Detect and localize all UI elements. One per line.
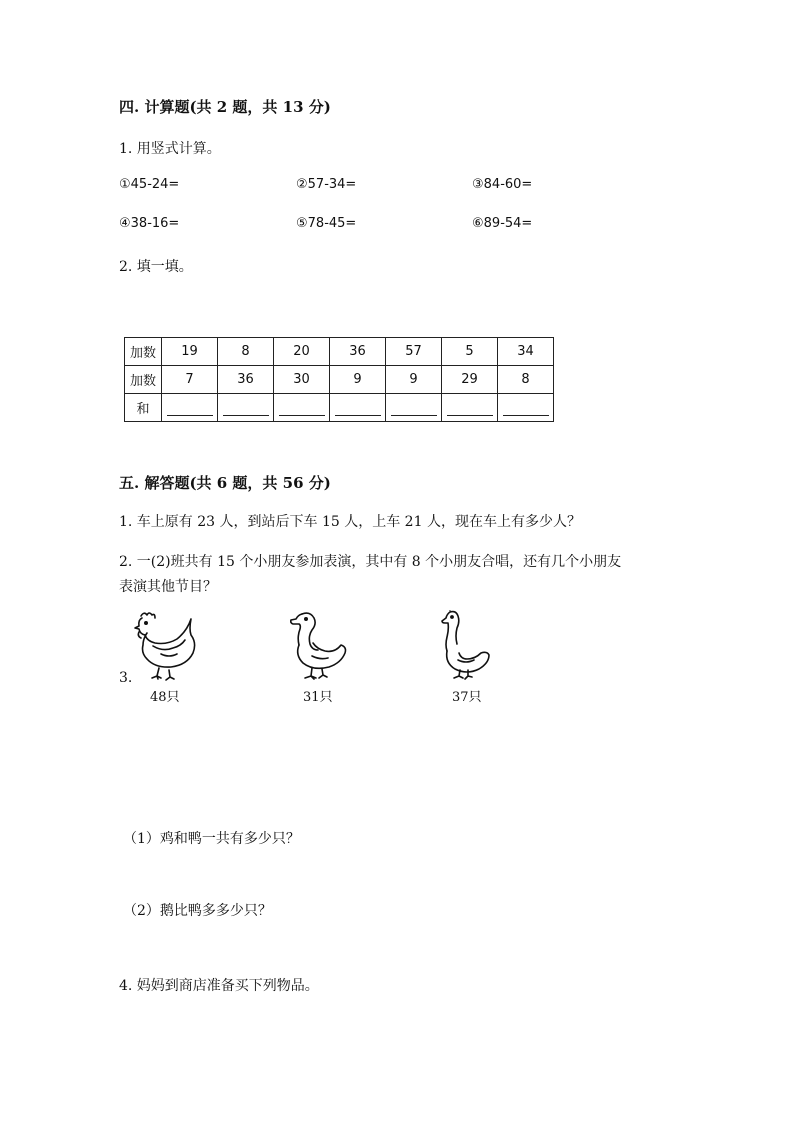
- calc-item: ④38-16=: [119, 216, 180, 231]
- table-cell: 30: [274, 366, 330, 394]
- answer-blank-cell[interactable]: [442, 394, 498, 422]
- answer-blank-cell[interactable]: [162, 394, 218, 422]
- answer-blank-cell[interactable]: [218, 394, 274, 422]
- answer-blank[interactable]: [279, 399, 325, 416]
- answer-blank-cell[interactable]: [330, 394, 386, 422]
- s5-q4: 4. 妈妈到商店准备买下列物品。: [119, 978, 319, 994]
- answer-blank-cell[interactable]: [386, 394, 442, 422]
- calc-item: ②57-34=: [296, 177, 357, 192]
- table-cell: 8: [498, 366, 554, 394]
- row-header: 加数: [125, 366, 162, 394]
- answer-blank[interactable]: [167, 399, 213, 416]
- table-cell: 9: [330, 366, 386, 394]
- answer-blank[interactable]: [223, 399, 269, 416]
- table-row: [125, 366, 554, 394]
- calc-item: ⑤78-45=: [296, 216, 357, 231]
- s5-q3-label: 3.: [119, 670, 133, 686]
- answer-blank[interactable]: [503, 399, 549, 416]
- table-cell: 7: [162, 366, 218, 394]
- answer-blank[interactable]: [391, 399, 437, 416]
- table-row: [125, 394, 554, 422]
- s5-q3-sub2: （2）鹅比鸭多多少只？: [123, 903, 272, 919]
- s5-q2-line1: 2. 一(2)班共有 15 个小朋友参加表演，其中有 8 个小朋友合唱，还有几个小朋友: [119, 554, 622, 570]
- s5-q2-line2: 表演其他节目？: [119, 579, 217, 595]
- calc-item: ①45-24=: [119, 177, 180, 192]
- calc-item: ⑥89-54=: [472, 216, 533, 231]
- table-cell: 20: [274, 338, 330, 366]
- calc-item: ③84-60=: [472, 177, 533, 192]
- row-header: 加数: [125, 338, 162, 366]
- addition-table: [124, 337, 554, 422]
- table-cell: 57: [386, 338, 442, 366]
- table-cell: 36: [330, 338, 386, 366]
- row-header: 和: [125, 394, 162, 422]
- answer-blank-cell[interactable]: [274, 394, 330, 422]
- table-cell: 29: [442, 366, 498, 394]
- answer-blank[interactable]: [335, 399, 381, 416]
- table-cell: 19: [162, 338, 218, 366]
- s5-q3-sub1: （1）鸡和鸭一共有多少只？: [123, 831, 300, 847]
- table-row: [125, 338, 554, 366]
- q2-label: 2. 填一填。: [119, 259, 193, 275]
- s5-q1: 1. 车上原有 23 人，到站后下车 15 人，上车 21 人，现在车上有多少人？: [119, 514, 581, 530]
- q1-label: 1. 用竖式计算。: [119, 141, 221, 157]
- table-cell: 5: [442, 338, 498, 366]
- table-cell: 9: [386, 366, 442, 394]
- table-cell: 8: [218, 338, 274, 366]
- goose-icon: [440, 610, 495, 682]
- table-cell: 36: [218, 366, 274, 394]
- animal-caption: 37只: [452, 690, 482, 705]
- animal-caption: 48只: [150, 690, 180, 705]
- animal-caption: 31只: [303, 690, 333, 705]
- table-cell: 34: [498, 338, 554, 366]
- section4-title: 四. 计算题(共 2 题，共 13 分): [119, 98, 331, 116]
- answer-blank-cell[interactable]: [498, 394, 554, 422]
- chicken-icon: [133, 610, 203, 682]
- section5-title: 五. 解答题(共 6 题，共 56 分): [119, 474, 331, 492]
- duck-icon: [290, 610, 350, 682]
- answer-blank[interactable]: [447, 399, 493, 416]
